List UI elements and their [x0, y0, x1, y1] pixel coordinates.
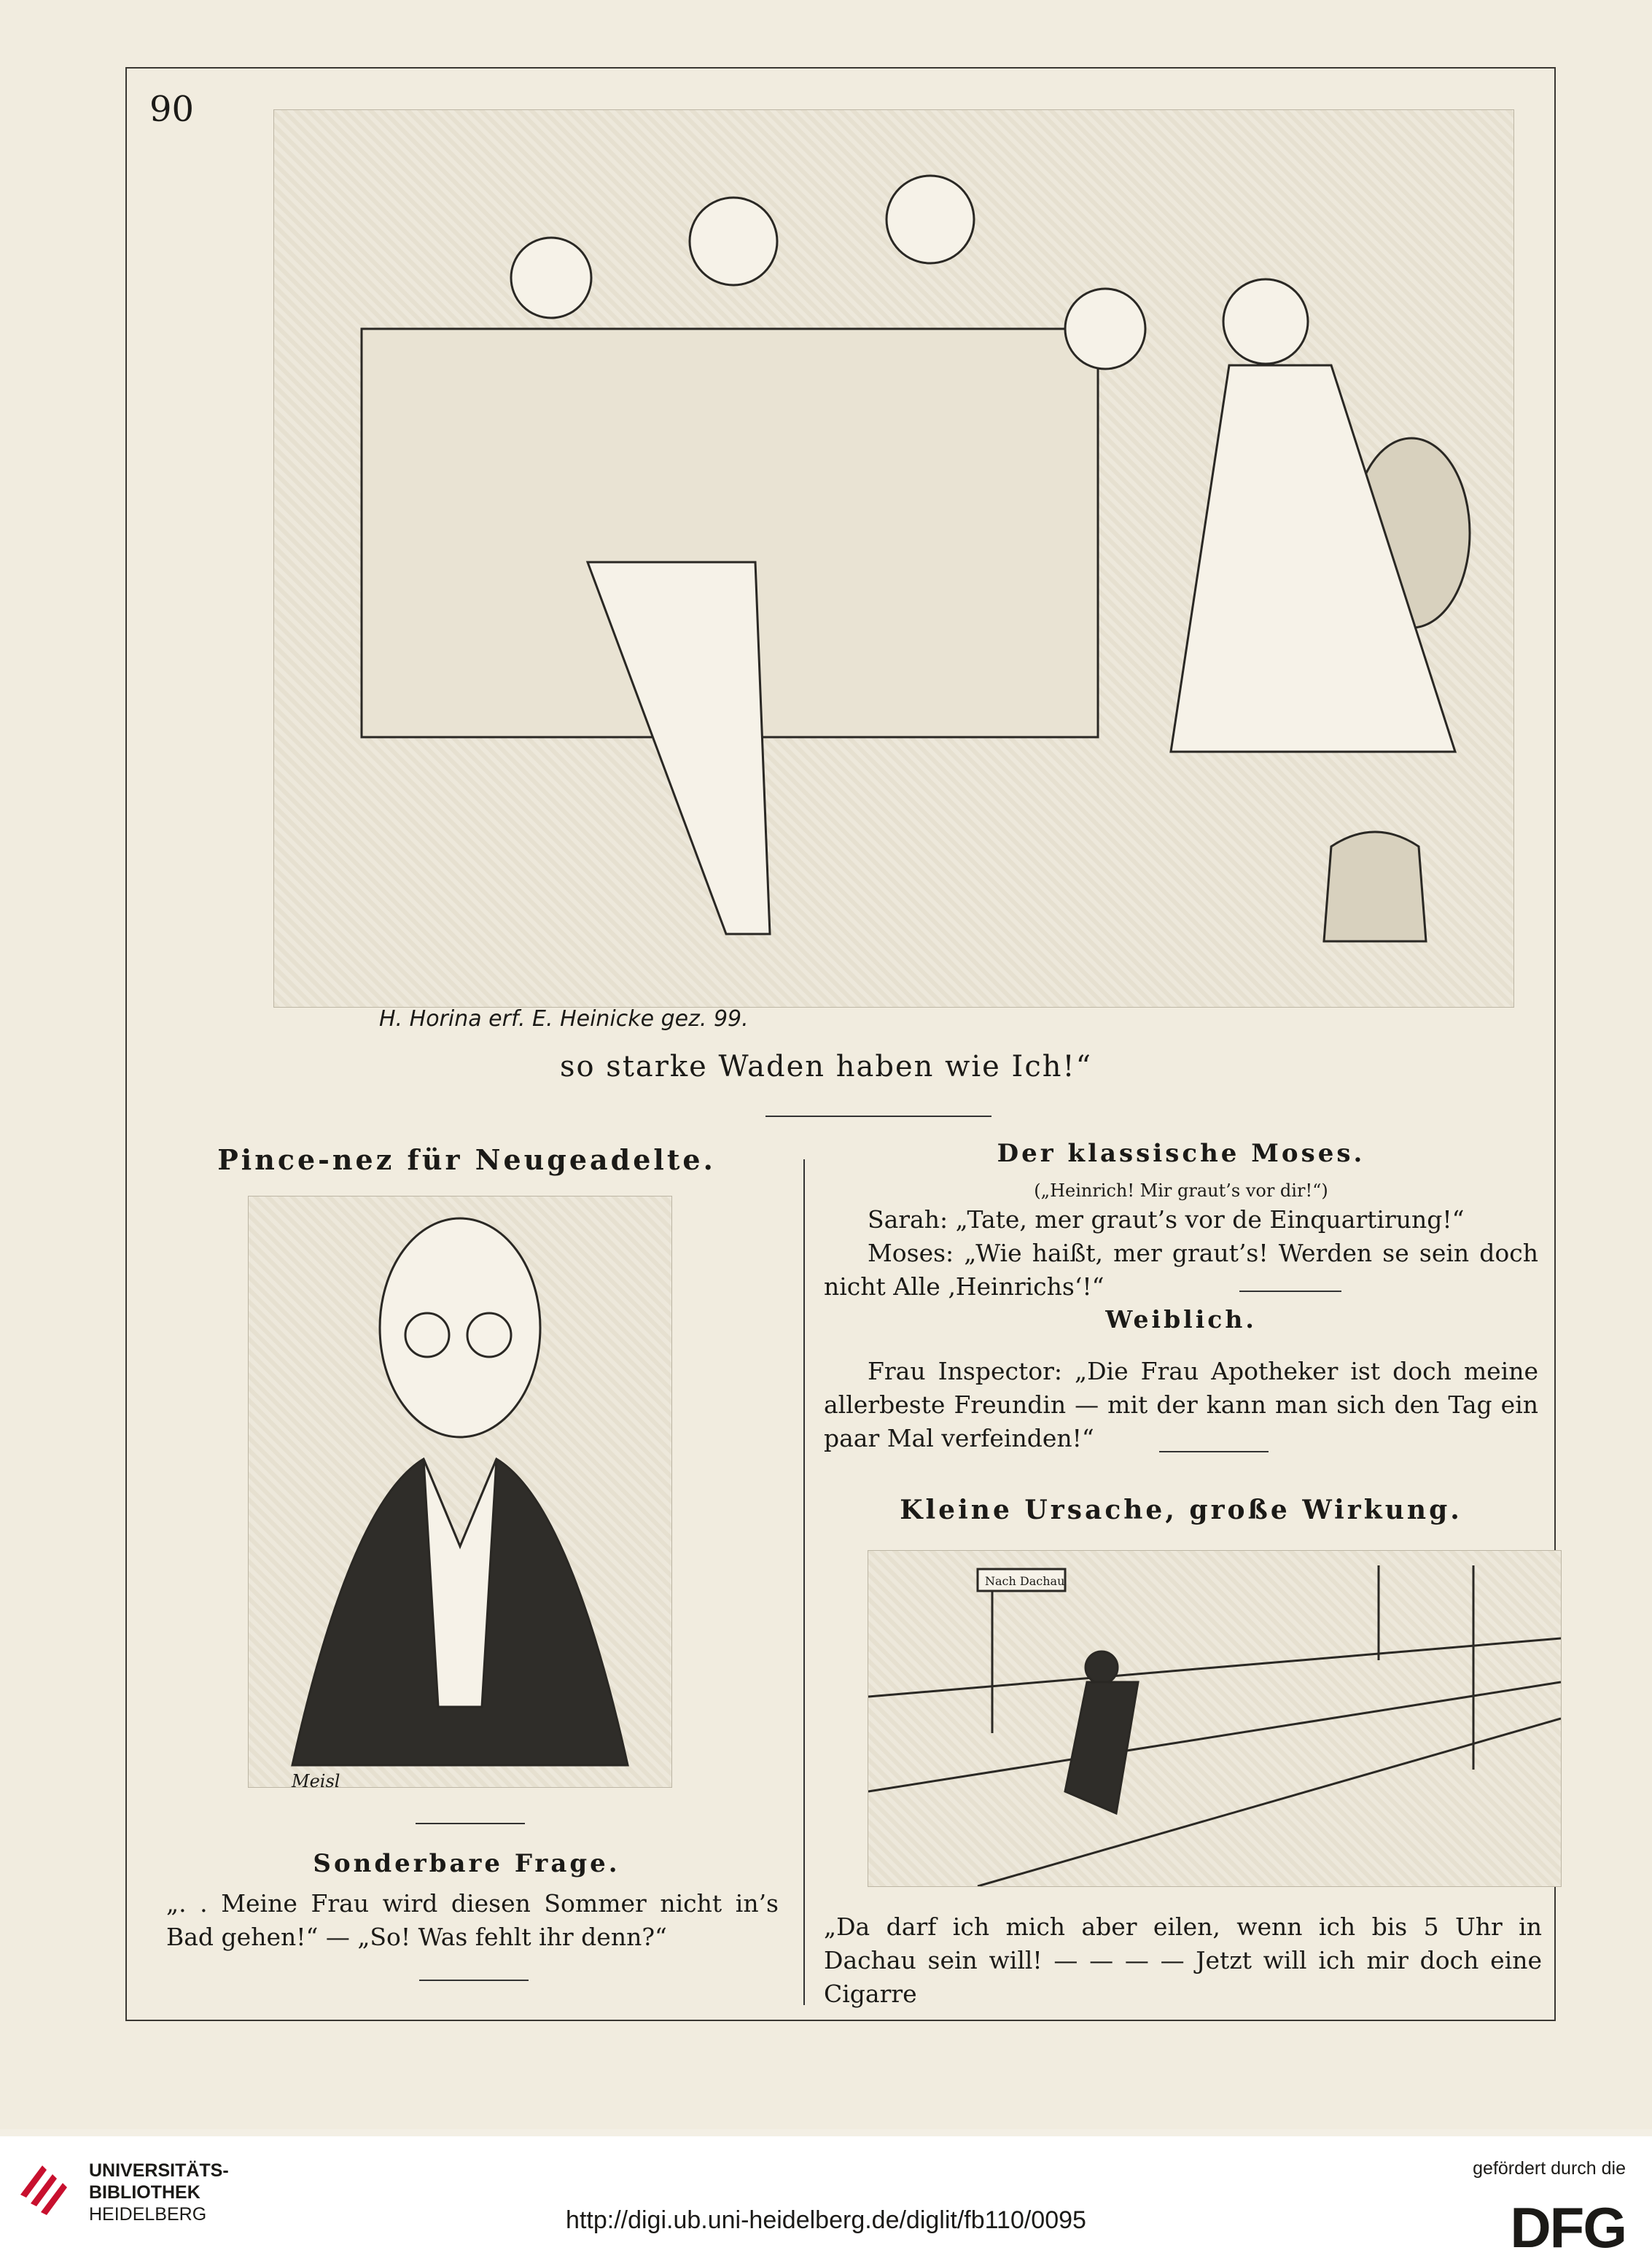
weiblich-text: Frau Inspector: „Die Frau Apotheker ist doch meine allerbeste Freundin — mit der kann man sich den Tag ein paar Mal verfeinden!“ [824, 1357, 1538, 1452]
institution-line-2: BIBLIOTHEK [89, 2182, 200, 2203]
column-divider [803, 1159, 805, 2005]
weiblich-divider [1159, 1451, 1269, 1452]
main-cartoon-drawing [274, 110, 1513, 1007]
pince-nez-title: Pince-nez für Neugeadelte. [217, 1143, 716, 1176]
sonderbare-frage-title: Sonderbare Frage. [313, 1849, 620, 1878]
page-number: 90 [149, 89, 195, 130]
kleine-ursache-title: Kleine Ursache, große Wirkung. [900, 1495, 1462, 1525]
moses-divider [1239, 1291, 1341, 1292]
road-to-dachau-illustration [868, 1550, 1562, 1887]
digitization-footer [0, 2136, 1652, 2261]
klassische-moses-title: Der klassische Moses. [997, 1139, 1365, 1168]
caption-divider [765, 1116, 991, 1117]
klassische-moses-subtitle: („Heinrich! Mir graut’s vor dir!“) [1034, 1180, 1328, 1201]
institution-line-1: UNIVERSITÄTS- [89, 2160, 229, 2181]
digital-object-url-link[interactable]: http://digi.ub.uni-heidelberg.de/diglit/fb110/0095 [566, 2206, 1086, 2234]
funding-label: gefördert durch die [1473, 2158, 1626, 2179]
dfg-logo: DFG [1510, 2195, 1626, 2260]
main-cartoon-illustration [273, 109, 1514, 1008]
sonderbare-frage-text: „. . Meine Frau wird diesen Sommer nicht in’s Bad gehen!“ — „So! Was fehlt ihr denn?“ [166, 1889, 779, 1951]
nobleman-portrait-illustration [248, 1196, 672, 1788]
story-end-divider [419, 1980, 529, 1981]
institution-line-3: HEIDELBERG [89, 2204, 207, 2225]
main-cartoon-caption: so starke Waden haben wie Ich!“ [559, 1050, 1093, 1083]
moses-dialogue-moses: Moses: „Wie haißt, mer graut’s! Werden se sein doch nicht Alle ‚Heinrichs‘!“ [824, 1239, 1538, 1301]
cartoon-artist-signature: H. Horina erf. E. Heinicke gez. 99. [379, 1006, 749, 1032]
kleine-ursache-caption: „Da darf ich mich aber eilen, wenn ich bis 5 Uhr in Dachau sein will! — — — — Jetzt will ich mir doch eine Cigarre [824, 1912, 1542, 2008]
dachau-sign-text: Nach Dachau [985, 1574, 1065, 1588]
portrait-signature: Meisl [292, 1771, 340, 1791]
road-to-dachau-drawing [868, 1551, 1561, 1886]
nobleman-portrait-drawing [249, 1196, 671, 1787]
moses-dialogue-sarah: Sarah: „Tate, mer graut’s vor de Einquartirung!“ [868, 1205, 1465, 1234]
weiblich-title: Weiblich. [1105, 1305, 1257, 1334]
portrait-divider [416, 1823, 525, 1824]
